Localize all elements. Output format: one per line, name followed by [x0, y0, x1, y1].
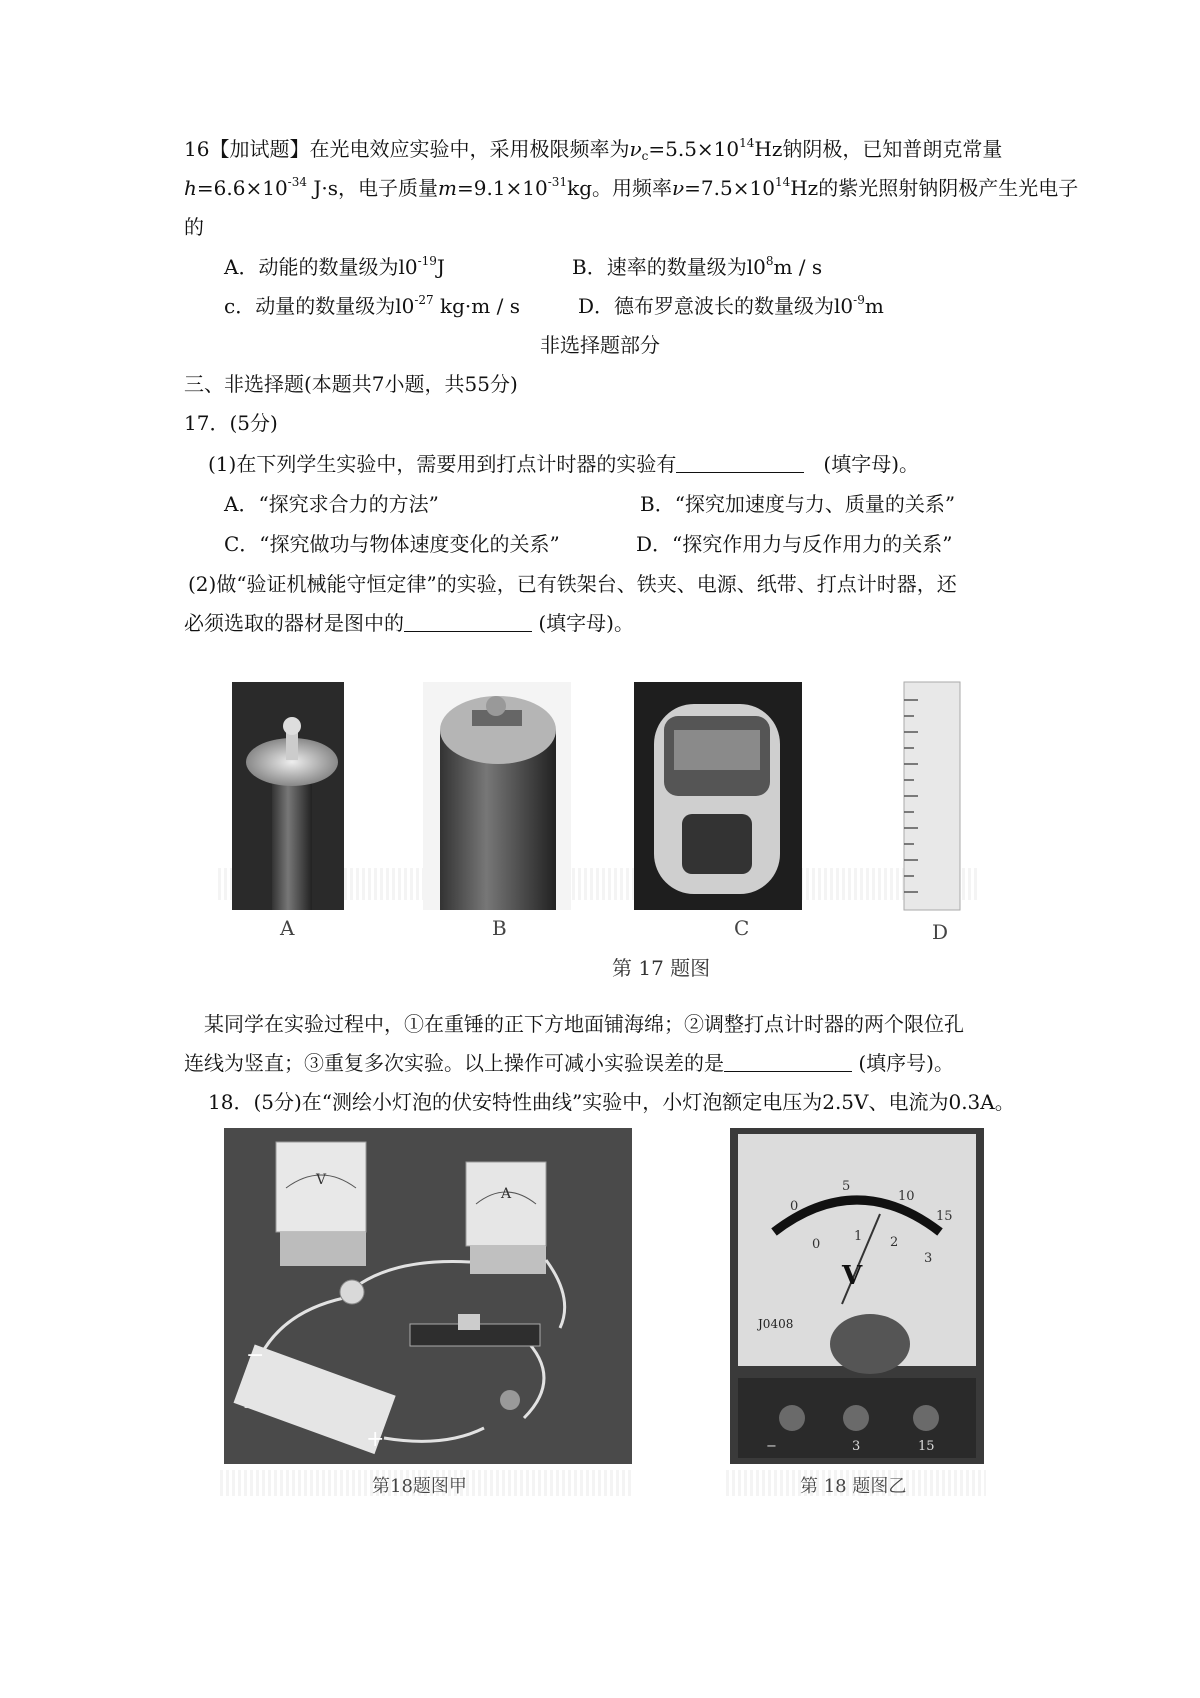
scale-bottom-3: 3	[924, 1251, 933, 1266]
scale-top-0: 0	[790, 1199, 799, 1214]
q17-option-c: C．“探究做功与物体速度变化的关系”	[224, 532, 560, 556]
meter-unit-v: V	[842, 1261, 863, 1291]
scale-top-5: 5	[842, 1179, 851, 1194]
ammeter	[466, 1162, 546, 1274]
fig17-label-d: D	[932, 920, 949, 944]
q17-heading: 17．(5分)	[184, 411, 278, 435]
fig17-photo-c	[634, 682, 802, 910]
terminal-15	[913, 1405, 939, 1431]
terminal-label-15: 15	[918, 1439, 935, 1454]
terminal-minus	[779, 1405, 805, 1431]
scale-top-15: 15	[936, 1209, 953, 1224]
fig17-caption: 第 17 题图	[612, 956, 711, 980]
q17-option-a: A．“探究求合力的方法”	[224, 492, 439, 516]
q16-line-1: 16【加试题】在光电效应实验中，采用极限频率为$\nu_c=5.5\times 10^{14}Hz$钠阴极，已知普朗克常量	[184, 136, 1003, 163]
fig17-photo-a	[232, 682, 344, 910]
q16-option-a: A．动能的数量级为$l0^{-19}J$	[224, 254, 445, 279]
q17-option-d: D．“探究作用力与反作用力的关系”	[636, 532, 953, 556]
q17-part2-line1: (2)做“验证机械能守恒定律”的实验，已有铁架台、铁夹、电源、纸带、打点计时器，还	[188, 572, 957, 596]
fig17-label-a: A	[280, 916, 295, 940]
q17-part2-line2: 必须选取的器材是图中的 (填字母)。	[184, 611, 634, 635]
section-three-heading: 三、非选择题(本题共7小题，共55分)	[184, 372, 518, 396]
voltmeter	[276, 1142, 366, 1266]
fig17-equipment-photos	[228, 680, 988, 970]
scale-bottom-2: 2	[890, 1235, 899, 1250]
q16-line-2: $h=6.6\times 10^{-34}$ J·s，电子质量$m=9.1\times 10^{-31}kg$。用频率$\nu=7.5\times 10^{14}Hz$的紫光照射钠阴极产生光电子	[184, 175, 1079, 200]
q16-option-b: B．速率的数量级为$l0^8m$ / s	[572, 254, 823, 279]
scale-bottom-1: 1	[854, 1229, 863, 1244]
fig17-photo-d	[904, 682, 960, 910]
fig18b-voltmeter-photo	[730, 1128, 984, 1464]
switch	[500, 1390, 520, 1410]
bulb	[340, 1280, 364, 1304]
scale-bottom-0: 0	[812, 1237, 821, 1252]
plus-sign: +	[366, 1427, 385, 1452]
section-title: 非选择题部分	[540, 333, 660, 357]
q17-part1: (1)在下列学生实验中，需要用到打点计时器的实验有 (填字母)。	[208, 452, 920, 476]
fig17-photo-b	[423, 682, 571, 910]
q17-part3-line2: 连线为竖直；③重复多次实验。以上操作可减小实验误差的是 (填序号)。	[184, 1051, 954, 1075]
fig18b-caption: 第 18 题图乙	[800, 1476, 907, 1497]
zero-adjust-knob	[830, 1314, 910, 1374]
q16-option-d: D．德布罗意波长的数量级为$l0^{-9}m$	[578, 293, 884, 318]
fig18a-circuit-photo	[224, 1128, 632, 1464]
q16-option-c: c．动量的数量级为$l0^{-27}$ kg·m / s	[224, 293, 520, 318]
voltmeter-label: V	[315, 1172, 327, 1188]
answer-blank-2	[404, 611, 532, 632]
q17-option-b: B．“探究加速度与力、质量的关系”	[640, 492, 956, 516]
q16-line-3: 的	[184, 215, 204, 239]
ammeter-label: A	[500, 1186, 512, 1202]
meter-model-id: J0408	[758, 1317, 794, 1331]
terminal-label-minus: −	[766, 1439, 777, 1454]
answer-blank-3	[724, 1051, 852, 1072]
minus-sign: −	[246, 1343, 265, 1368]
q17-part3-line1: 某同学在实验过程中，①在重锤的正下方地面铺海绵；②调整打点计时器的两个限位孔	[204, 1012, 964, 1036]
fig18a-caption: 第18题图甲	[372, 1476, 467, 1497]
scale-top-10: 10	[898, 1189, 915, 1204]
answer-blank-1	[676, 452, 804, 473]
terminal-3	[843, 1405, 869, 1431]
q18-heading: 18．(5分)在“测绘小灯泡的伏安特性曲线”实验中，小灯泡额定电压为2.5V、电流为0.3A。	[208, 1090, 1015, 1114]
fig17-label-c: C	[734, 916, 750, 940]
terminal-label-3: 3	[852, 1439, 861, 1454]
fig17-label-b: B	[492, 916, 507, 940]
